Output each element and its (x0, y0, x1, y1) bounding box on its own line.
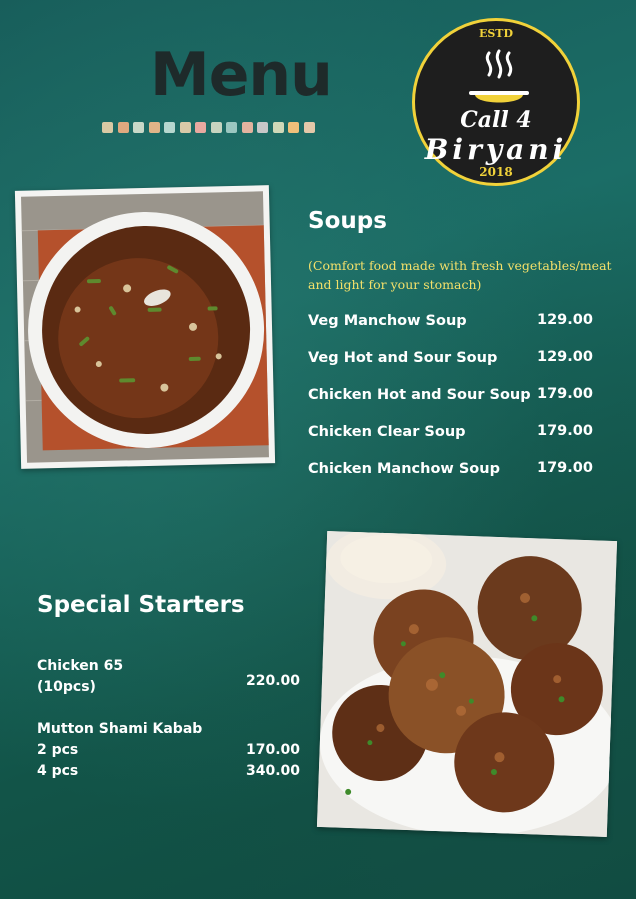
decorative-dot (133, 122, 144, 133)
starter-item-name: Mutton Shami Kabab (37, 721, 203, 737)
menu-item-name: Veg Hot and Sour Soup (308, 350, 498, 366)
decorative-dot (195, 122, 206, 133)
menu-item-price: 179.00 (537, 386, 593, 402)
logo-name-line1: Call 4 (460, 107, 532, 133)
soups-heading: Soups (308, 208, 387, 234)
decorative-dot (288, 122, 299, 133)
decorative-dot (149, 122, 160, 133)
menu-item-price: 179.00 (537, 423, 593, 439)
logo-name-line2: Biryani (424, 133, 568, 166)
menu-item-price: 129.00 (537, 312, 593, 328)
brand-logo (412, 18, 580, 186)
menu-item-price: 179.00 (537, 460, 593, 476)
starter-item-qty: (10pcs) (37, 679, 96, 695)
menu-item-name: Chicken Clear Soup (308, 424, 466, 440)
decorative-dot (211, 122, 222, 133)
menu-item-price: 129.00 (537, 349, 593, 365)
soup-photo (15, 185, 275, 469)
starter-item-price: 340.00 (246, 763, 301, 779)
menu-item-name: Chicken Manchow Soup (308, 461, 500, 477)
starters-photo (317, 531, 617, 837)
starter-item-name: Chicken 65 (37, 658, 124, 674)
steaming-bowl-icon (463, 49, 535, 109)
decorative-dot (242, 122, 253, 133)
menu-item-name: Chicken Hot and Sour Soup (308, 387, 531, 403)
decorative-dot (226, 122, 237, 133)
decorative-dot (180, 122, 191, 133)
menu-item-name: Veg Manchow Soup (308, 313, 467, 329)
starter-item-price: 170.00 (246, 742, 301, 758)
soups-description: (Comfort food made with fresh vegetables/meat and light for your stomach) (308, 258, 612, 292)
decorative-dot (257, 122, 268, 133)
starter-item-qty: 2 pcs (37, 742, 79, 758)
menu-title: Menu (150, 40, 332, 110)
starter-item-price: 220.00 (246, 673, 301, 689)
logo-estd-text: ESTD (478, 27, 514, 40)
starter-item-qty: 4 pcs (37, 763, 79, 779)
decorative-dot (118, 122, 129, 133)
logo-year: 2018 (479, 165, 513, 179)
decorative-dot (304, 122, 315, 133)
decorative-dot (273, 122, 284, 133)
decorative-dot (102, 122, 113, 133)
decorative-dot-row (102, 122, 315, 133)
decorative-dot (164, 122, 175, 133)
starters-heading: Special Starters (37, 592, 245, 618)
